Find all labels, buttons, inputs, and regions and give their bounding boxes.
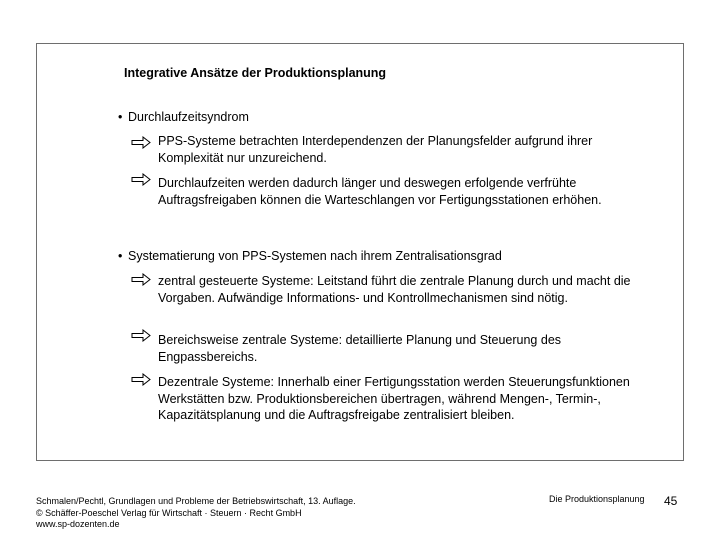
- bullet-label: Durchlaufzeitsyndrom: [128, 110, 249, 124]
- bullet-systematierung: [118, 249, 502, 263]
- point-text: zentral gesteuerte Systeme: Leitstand führt die zentrale Planung durch und macht die Vorgaben. Aufwändige Informations- und Kontrollmechanismen sind nötig.: [158, 274, 631, 305]
- point-text: Durchlaufzeiten werden dadurch länger und deswegen erfolgende verfrühte Auftragsfreigaben können die Warteschlangen vor Fertigungsstationen erhöhen.: [158, 176, 602, 207]
- point-text: Bereichsweise zentrale Systeme: detaillierte Planung und Steuerung des Engpassbereichs.: [158, 333, 562, 364]
- point-text: Dezentrale Systeme: Innerhalb einer Fertigungsstation werden Steuerungsfunktionen Werkstätten bzw. Produktionsbereichen übertragen, während Mengen-, Termin-, Kapazitätsplanung und die Auftragsfreigabe zentralisiert bleiben.: [158, 375, 630, 422]
- right-arrow-icon: [131, 373, 151, 386]
- footer-line: Schmalen/Pechtl, Grundlagen und Probleme der Betriebswirtschaft, 13. Auflage.: [36, 496, 356, 506]
- slide-title: Integrative Ansätze der Produktionsplanung: [124, 66, 387, 80]
- footer-line: © Schäffer-Poeschel Verlag für Wirtschaft · Steuern · Recht GmbH: [36, 507, 302, 518]
- chapter-title: Die Produktionsplanung: [549, 494, 645, 504]
- bullet-durchlaufzeitsyndrom: [118, 110, 249, 124]
- footer-citation: [36, 496, 356, 531]
- right-arrow-icon: [131, 329, 151, 342]
- point-text: PPS-Systeme betrachten Interdependenzen der Planungsfelder aufgrund ihrer Komplexität nur unzureichend.: [158, 134, 593, 165]
- footer-line: www.sp-dozenten.de: [36, 519, 120, 529]
- right-arrow-icon: [131, 273, 151, 286]
- right-arrow-icon: [131, 136, 151, 149]
- right-arrow-icon: [131, 173, 151, 186]
- bullet-dot: •: [118, 249, 123, 263]
- page-number: 45: [664, 494, 678, 508]
- bullet-dot: •: [118, 110, 123, 124]
- bullet-label: Systematierung von PPS-Systemen nach ihrem Zentralisationsgrad: [128, 249, 502, 263]
